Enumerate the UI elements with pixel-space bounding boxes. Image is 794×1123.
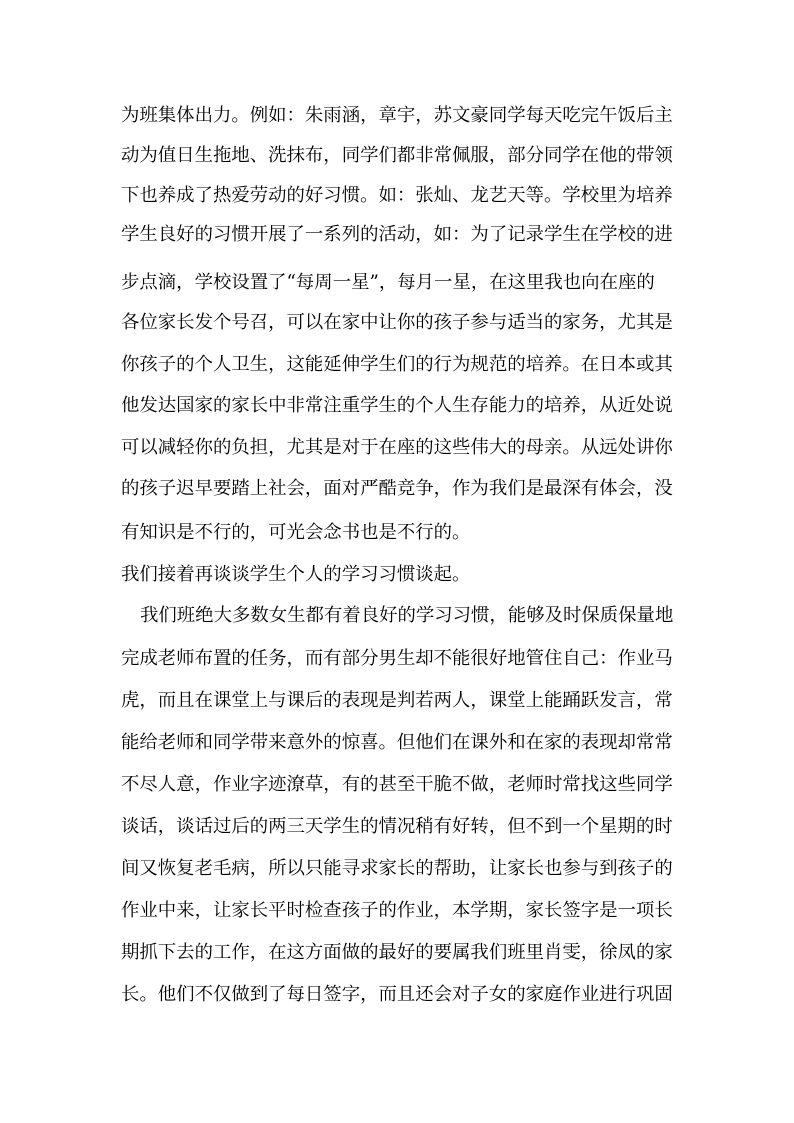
text-line: 虎，而且在课堂上与课后的表现是判若两人，课堂上能踊跃发言，常 <box>121 690 673 711</box>
text-line: 各位家长发个号召，可以在家中让你的孩子参与适当的家务，尤其是 <box>121 312 673 333</box>
text-line: 学生良好的习惯开展了一系列的活动，如：为了记录学生在学校的进 <box>121 224 673 245</box>
text-line: 他发达国家的家长中非常注重学生的个人生存能力的培养，从近处说 <box>121 395 673 416</box>
text-line: 下也养成了热爱劳动的好习惯。如：张灿、龙艺天等。学校里为培养 <box>121 185 673 206</box>
text-line: 的孩子迟早要踏上社会，面对严酷竞争，作为我们是最深有体会，没 <box>121 478 673 499</box>
text-line: 可以减轻你的负担，尤其是对于在座的这些伟大的母亲。从远处讲你 <box>121 437 673 458</box>
text-line: 步点滴，学校设置了“每周一星”，每月一星，在这里我也向在座的 <box>121 272 655 293</box>
text-line: 我们班绝大多数女生都有着良好的学习习惯，能够及时保质保量地 <box>140 605 674 626</box>
text-line: 能给老师和同学带来意外的惊喜。但他们在课外和在家的表现却常常 <box>121 732 673 753</box>
text-line: 作业中来，让家长平时检查孩子的作业，本学期，家长签字是一项长 <box>121 900 673 921</box>
text-line: 为班集体出力。例如：朱雨涵，章宇，苏文豪同学每天吃完午饭后主 <box>121 105 673 126</box>
text-line: 谈话，谈话过后的两三天学生的情况稍有好转，但不到一个星期的时 <box>121 816 673 837</box>
text-line: 长。他们不仅做到了每日签字，而且还会对子女的家庭作业进行巩固 <box>121 984 673 1005</box>
text-line: 完成老师布置的任务，而有部分男生却不能很好地管住自己：作业马 <box>121 648 673 669</box>
text-line: 你孩子的个人卫生，这能延伸学生们的行为规范的培养。在日本或其 <box>121 354 673 375</box>
text-line: 期抓下去的工作，在这方面做的最好的要属我们班里肖雯，徐凤的家 <box>121 942 673 963</box>
text-line: 有知识是不行的，可光会念书也是不行的。 <box>121 522 471 543</box>
text-line: 间又恢复老毛病，所以只能寻求家长的帮助，让家长也参与到孩子的 <box>121 858 673 879</box>
text-line: 动为值日生拖地、洗抹布，同学们都非常佩服，部分同学在他的带领 <box>121 145 673 166</box>
text-line: 我们接着再谈谈学生个人的学习习惯谈起。 <box>121 564 471 585</box>
text-line: 不尽人意，作业字迹潦草，有的甚至干脆不做，老师时常找这些同学 <box>121 774 673 795</box>
